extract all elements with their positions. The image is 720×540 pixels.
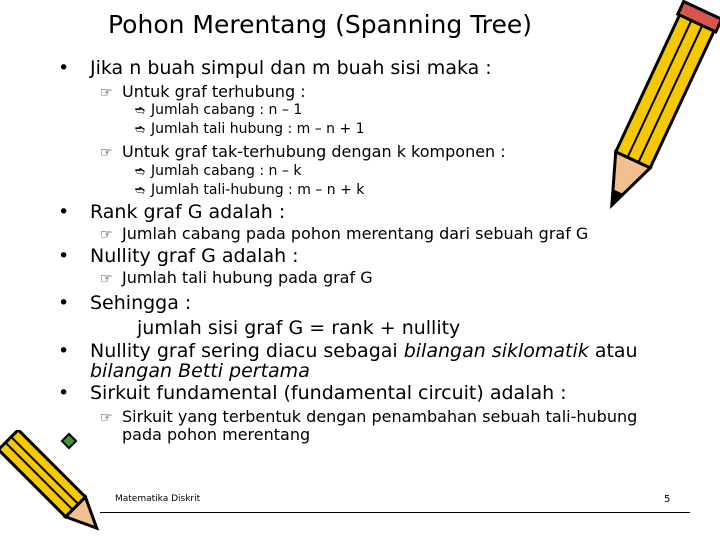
arrow-icon: ➬ [135,103,146,117]
bullet-icon: • [58,245,70,267]
sub-item: ☞ Untuk graf terhubung : [100,82,306,101]
sub-sub-item: ➬ Jumlah tali-hubung : m – n + k [135,182,365,198]
sub-item: ☞ Jumlah tali hubung pada graf G [100,268,373,287]
bullet-icon: • [58,382,70,404]
pointing-hand-icon: ☞ [100,271,113,287]
pointing-hand-icon: ☞ [100,227,113,243]
pointing-hand-icon: ☞ [100,85,113,101]
sub-sub-item: ➬ Jumlah cabang : n – 1 [135,102,303,118]
bullet-item: • Jika n buah simpul dan m buah sisi maka : [58,57,492,79]
bullet-icon: • [58,292,70,314]
bullet-item: • Nullity graf G adalah : [58,245,299,267]
bullet-item: • Nullity graf sering diacu sebagai bilangan siklomatik atau [58,340,638,362]
bullet-item: • Rank graf G adalah : [58,201,286,223]
arrow-icon: ➬ [135,183,146,197]
bullet-icon: • [58,201,70,223]
pointing-hand-icon: ☞ [100,410,113,426]
sub-item: ☞ Sirkuit yang terbentuk dengan penambahan sebuah tali-hubung [100,407,638,426]
arrow-icon: ➬ [135,122,146,136]
page-number: 5 [664,494,671,505]
footer-divider [100,512,690,513]
slide-title: Pohon Merentang (Spanning Tree) [108,10,533,39]
bullet-item: • Sirkuit fundamental (fundamental circuit) adalah : [58,382,567,404]
bullet-icon: • [58,340,70,362]
arrow-icon: ➬ [135,164,146,178]
pencil-icon-top-right [590,0,720,230]
sub-item: ☞ Untuk graf tak-terhubung dengan k komponen : [100,142,506,161]
pencil-icon-bottom-left [0,430,110,540]
footer-course-name: Matematika Diskrit [115,494,201,504]
sub-sub-item: ➬ Jumlah tali hubung : m – n + 1 [135,121,365,137]
sub-item: ☞ Jumlah cabang pada pohon merentang dari sebuah graf G [100,224,589,243]
bullet-item-continuation: bilangan Betti pertama [90,360,310,382]
pointing-hand-icon: ☞ [100,145,113,161]
nullity-formula: jumlah sisi graf G = rank + nullity [137,317,461,339]
sub-sub-item: ➬ Jumlah cabang : n – k [135,163,302,179]
bullet-icon: • [58,57,70,79]
bullet-item: • Sehingga : [58,292,192,314]
sub-item-continuation: pada pohon merentang [122,425,311,444]
